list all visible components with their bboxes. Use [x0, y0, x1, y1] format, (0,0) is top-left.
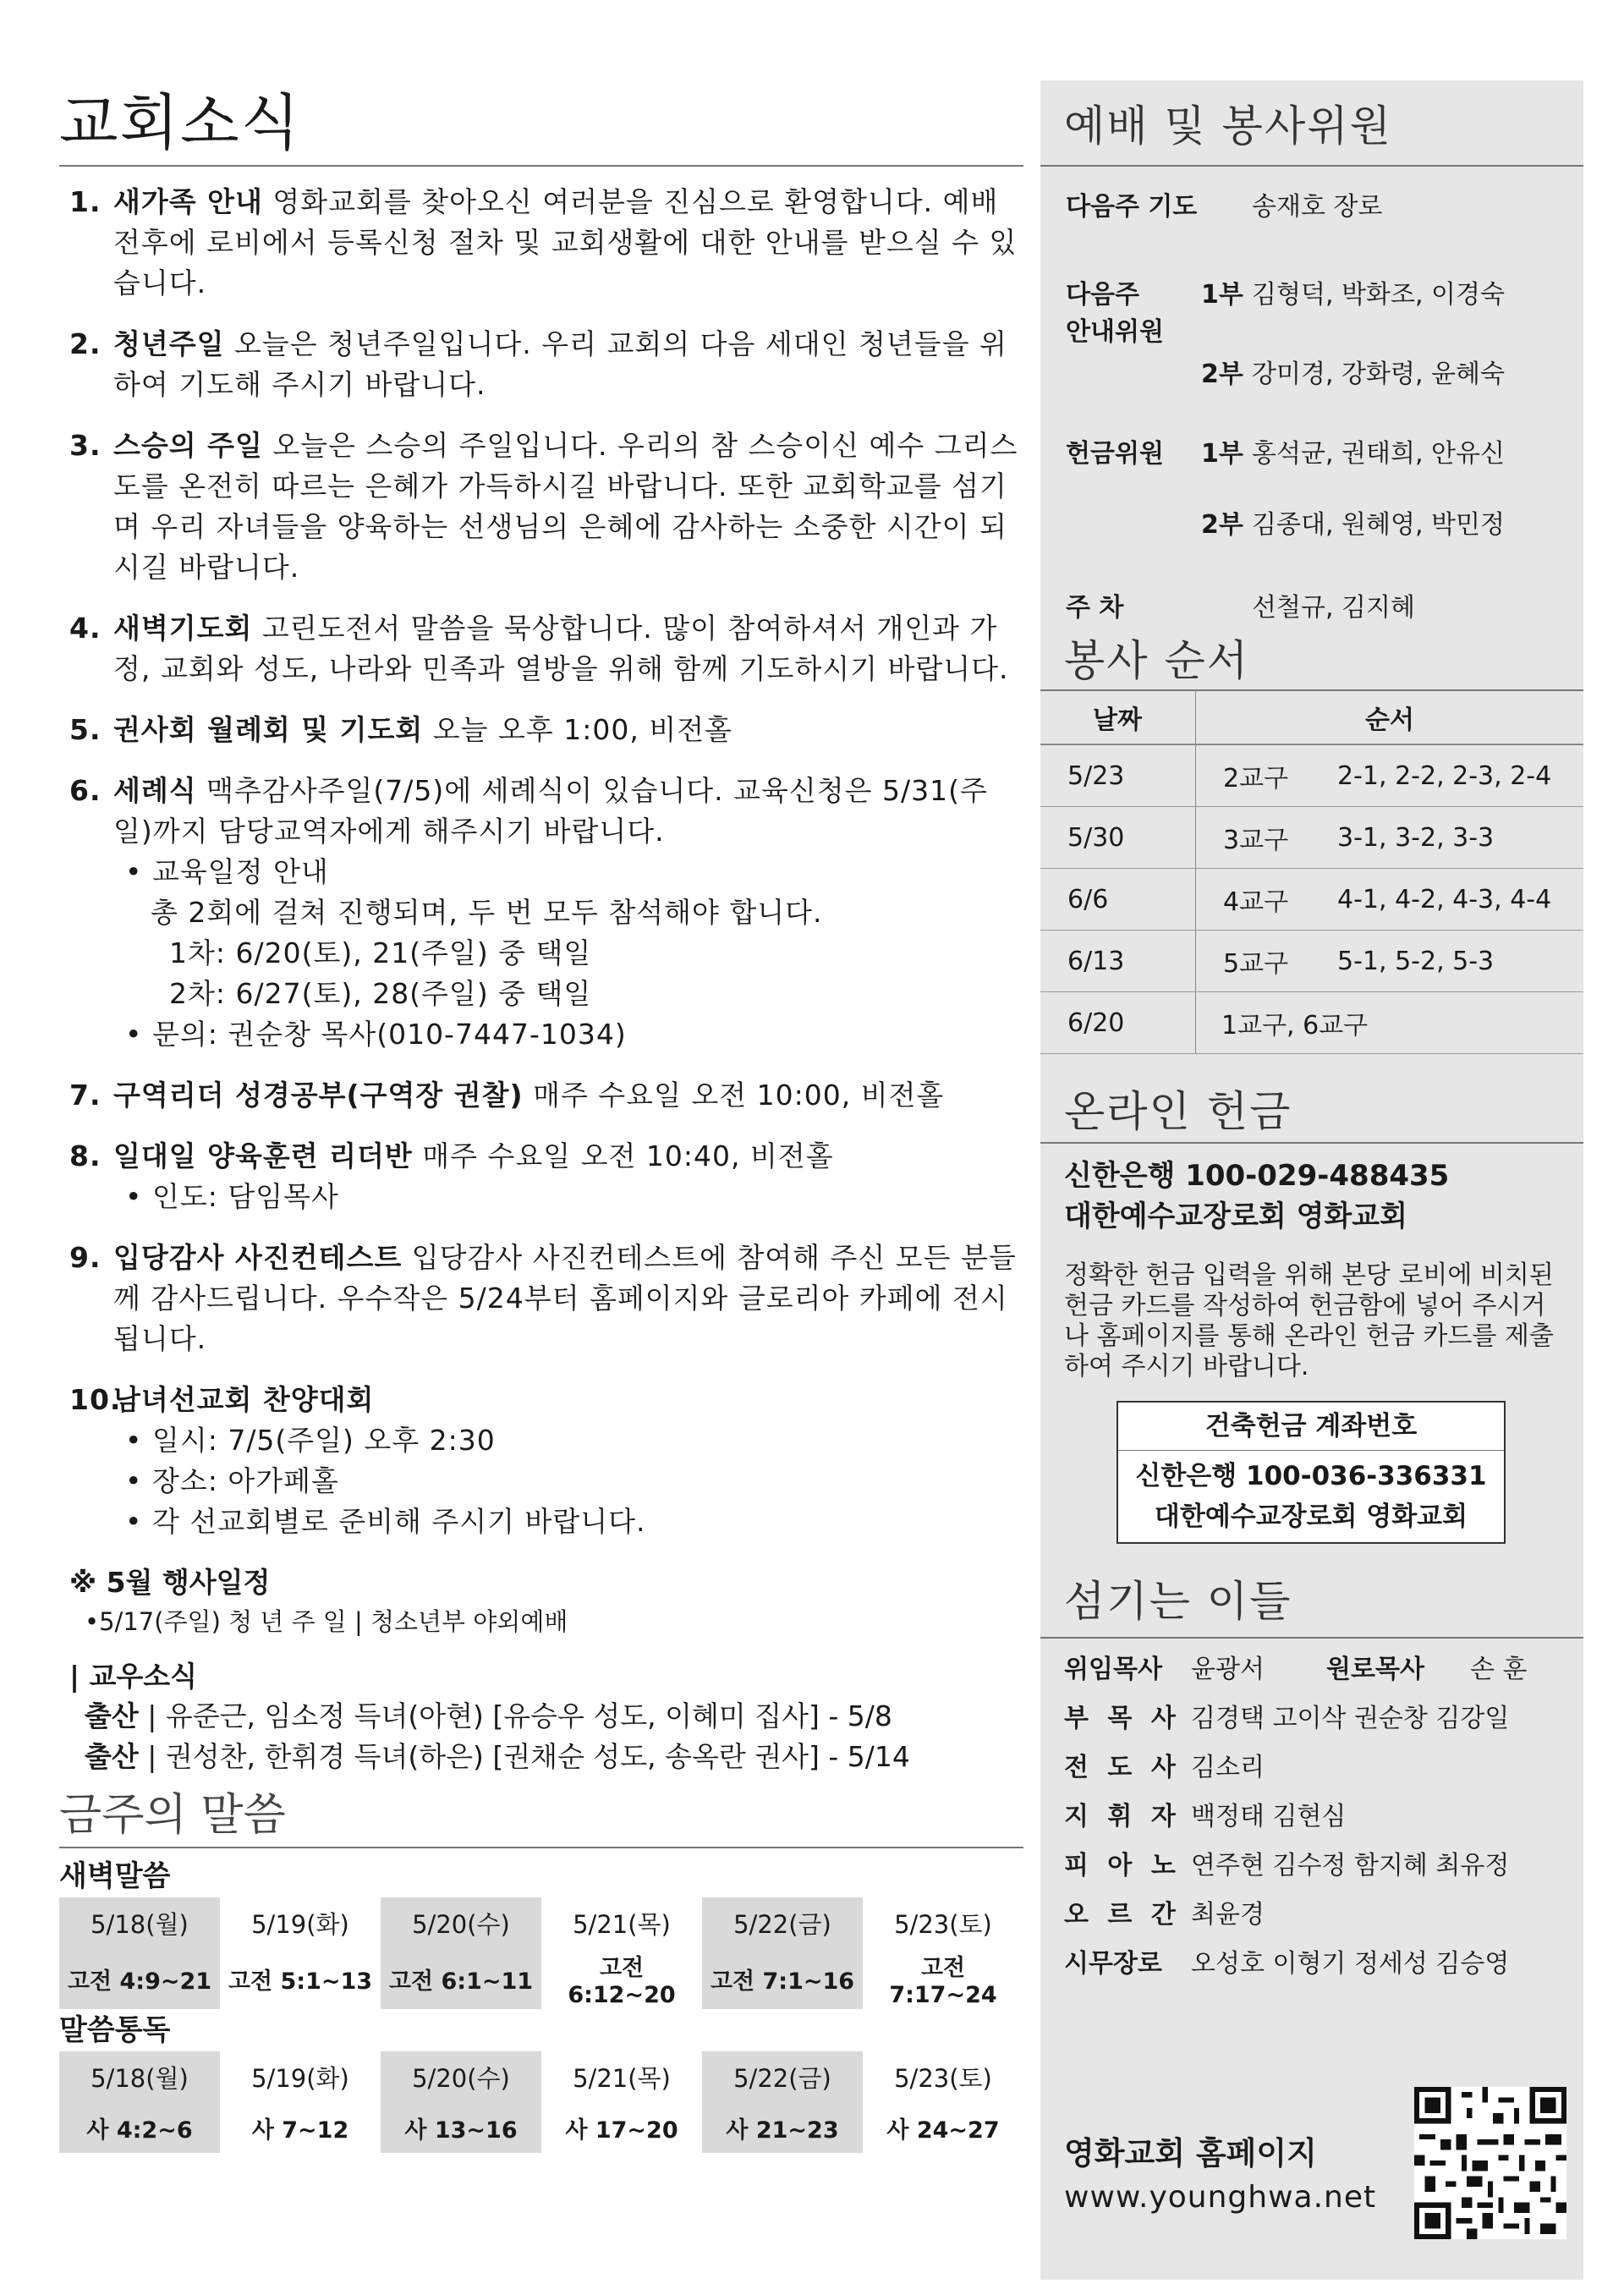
online-account-holder: 대한예수교장로회 영화교회 [1064, 1200, 1407, 1233]
member-news-text: | 유준근, 임소정 득녀(아현) [유승우 성도, 이혜미 집사] - 5/8 [147, 1699, 892, 1732]
offering-label: 헌금위원 [1066, 439, 1164, 469]
news-heading: 새벽기도회 [113, 612, 253, 645]
verse-cell: 사 17~20 [565, 2117, 678, 2144]
day-cell: 5/19(화) [251, 1909, 349, 1939]
verse-cell: 고전 6:12~20 [568, 1955, 676, 2008]
news-text: 입당감사 사진컨테스트에 참여해 주신 모든 분들께 감사드립니다. 우수작은 5/24부터 홈페이지와 글로리아 카페에 전시됩니다. [113, 1241, 1017, 1355]
news-heading: 일대일 양육훈련 리더반 [113, 1139, 413, 1172]
prayer-label: 다음주 기도 [1066, 192, 1198, 222]
news-text: 맥추감사주일(7/5)에 세례식이 있습니다. 교육신청은 5/31(주일)까지 담당교역자에게 해주시기 바랍니다. [113, 774, 988, 848]
service-group: 5교구 [1196, 931, 1335, 992]
minister-row [1040, 1642, 1583, 1691]
online-offering-title: 온라인 헌금 [1040, 1071, 1583, 1144]
prayer-row [1040, 189, 1583, 226]
news-subline: 1차: 6/20(토), 21(주일) 중 택일 [169, 936, 592, 969]
verse-cell: 사 21~23 [702, 2102, 863, 2153]
news-subline: • 문의: 권순창 목사(010-7447-1034) [125, 1018, 627, 1051]
usher-row-2 [1040, 356, 1583, 393]
member-news-row [69, 1696, 1023, 1737]
service-detail: 4-1, 4-2, 4-3, 4-4 [1334, 869, 1583, 931]
offering-row [1040, 436, 1583, 473]
service-date: 6/13 [1040, 931, 1196, 992]
day-cell: 5/18(월) [59, 1897, 220, 1948]
news-number: 4. [69, 612, 102, 645]
minister-row [1040, 1838, 1583, 1887]
day-cell: 5/22(금) [702, 2051, 863, 2102]
offering-part-value: 김종대, 원혜영, 박민정 [1252, 510, 1505, 540]
dawn-word-label: 새벽말씀 [59, 1859, 171, 1893]
parking-row [1040, 590, 1583, 627]
verse-cell: 사 7~12 [251, 2117, 349, 2144]
service-group: 2교구 [1196, 744, 1335, 807]
verse-cell: 고전 4:9~21 [59, 1948, 220, 2009]
offering-part-label: 2부 [1201, 510, 1243, 540]
minister-role: 오 르 간 [1064, 1900, 1181, 1930]
minister-role: 피 아 노 [1064, 1851, 1181, 1880]
service-group: 4교구 [1196, 869, 1335, 931]
minister-row [1040, 1691, 1583, 1740]
minister-name: 김소리 [1191, 1753, 1265, 1782]
news-heading: 입당감사 사진컨테스트 [113, 1241, 403, 1274]
service-date: 6/20 [1040, 992, 1196, 1054]
news-subline: • 각 선교회별로 준비해 주시기 바랍니다. [125, 1505, 646, 1538]
day-cell: 5/23(토) [894, 1909, 992, 1939]
news-text: 오늘은 청년주일입니다. 우리 교회의 다음 세대인 청년들을 위하여 기도해 주시기 바랍니다. [113, 327, 1007, 401]
verse-cell: 고전 6:1~11 [381, 1948, 541, 2009]
news-item [69, 1380, 1023, 1542]
building-fund-box [1116, 1401, 1506, 1544]
homepage-title: 영화교회 홈페이지 [1064, 2135, 1317, 2171]
minister-row [1040, 1887, 1583, 1936]
prayer-value: 송재호 장로 [1252, 192, 1383, 222]
worship-title: 예배 및 봉사위원 [1040, 80, 1583, 167]
news-text: 영화교회를 찾아오신 여러분을 진심으로 환영합니다. 예배 전후에 로비에서 등록신청 절차 및 교회생활에 대한 안내를 받으실 수 있습니다. [113, 185, 1018, 299]
minister-role: 부 목 사 [1064, 1704, 1181, 1733]
member-news-tag: 출산 [85, 1740, 139, 1773]
online-note: 정확한 헌금 입력을 위해 본당 로비에 비치된 헌금 카드를 작성하여 헌금함에 넣어 주시거나 홈페이지를 통해 온라인 헌금 카드를 제출하여 주시기 바랍니다. [1064, 1260, 1554, 1381]
spacer [1066, 356, 1201, 393]
word-divider [59, 1847, 1023, 1848]
service-group: 3교구 [1196, 807, 1335, 869]
minister-role: 전 도 사 [1064, 1753, 1181, 1782]
news-text: 오늘은 스승의 주일입니다. 우리의 참 스승이신 예수 그리스도를 온전히 따르는 은혜가 가득하시길 바랍니다. 또한 교회학교를 섬기며 우리 자녀들을 양육하는 선생님의 은혜에 감사하는 소중한 시간이 되시길 바랍니다. [113, 429, 1018, 584]
member-news-heading: | 교우소식 [69, 1660, 198, 1693]
dawn-word-table [59, 1897, 1023, 2009]
news-item [69, 182, 1023, 304]
news-number: 2. [69, 327, 102, 360]
day-cell: 5/21(목) [573, 2063, 671, 2093]
events-heading: ※ 5월 행사일정 [69, 1566, 271, 1599]
news-subline: • 교육일정 안내 [125, 855, 329, 888]
news-heading: 청년주일 [113, 327, 225, 360]
online-bank-account: 신한은행 100-029-488435 [1064, 1159, 1450, 1193]
minister-name: 윤광서 [1191, 1655, 1265, 1684]
bible-reading-table [59, 2051, 1023, 2153]
news-heading: 스승의 주일 [113, 429, 263, 462]
day-cell: 5/20(수) [381, 2051, 541, 2102]
news-subline: • 장소: 아가페홀 [125, 1464, 339, 1497]
news-heading: 권사회 월례회 및 기도회 [113, 713, 424, 746]
news-item [69, 608, 1023, 689]
usher-part-value: 강미경, 강화령, 윤혜숙 [1252, 360, 1505, 389]
news-number: 1. [69, 185, 102, 218]
homepage-url[interactable]: www.younghwa.net [1064, 2180, 1377, 2215]
news-item [69, 1238, 1023, 1359]
service-detail: 2-1, 2-2, 2-3, 2-4 [1334, 744, 1583, 807]
service-detail: 3-1, 3-2, 3-3 [1334, 807, 1583, 869]
news-number: 10. [69, 1383, 122, 1416]
ministers-title: 섬기는 이들 [1040, 1556, 1583, 1639]
verse-cell: 고전 7:17~24 [889, 1955, 997, 2008]
offering-row-2 [1040, 507, 1583, 544]
member-news [69, 1657, 1023, 1777]
usher-part-value: 김형덕, 박화조, 이경숙 [1252, 280, 1505, 310]
news-number: 9. [69, 1241, 102, 1274]
minister-row [1040, 1740, 1583, 1789]
service-order-table [1040, 691, 1583, 1054]
service-detail: 5-1, 5-2, 5-3 [1334, 931, 1583, 992]
news-item [69, 426, 1023, 588]
minister-name: 손 훈 [1470, 1655, 1528, 1684]
usher-label [1066, 277, 1201, 351]
usher-part-label: 1부 [1201, 280, 1243, 310]
spacer [1066, 507, 1201, 544]
news-number: 5. [69, 713, 102, 746]
service-date: 5/30 [1040, 807, 1196, 869]
parking-label: 주 차 [1066, 593, 1124, 623]
news-heading: 세례식 [113, 774, 197, 807]
news-item [69, 771, 1023, 1055]
col-date: 날짜 [1040, 691, 1196, 744]
news-subline: 2차: 6/27(토), 28(주일) 중 택일 [169, 977, 592, 1010]
day-cell: 5/22(금) [702, 1897, 863, 1948]
service-row [1040, 744, 1583, 807]
minister-row [1040, 1936, 1583, 1985]
minister-name: 최윤경 [1191, 1900, 1265, 1930]
minister-role: 원로목사 [1326, 1655, 1424, 1684]
usher-label-line1: 다음주 [1066, 280, 1139, 310]
may-events [69, 1562, 1023, 1640]
minister-role: 시무장로 [1064, 1949, 1162, 1979]
day-cell: 5/18(월) [59, 2051, 220, 2102]
verse-cell: 사 24~27 [886, 2117, 1000, 2144]
service-date: 5/23 [1040, 744, 1196, 807]
news-list [59, 182, 1023, 1542]
news-heading: 새가족 안내 [113, 185, 263, 218]
minister-name: 연주현 김수정 함지혜 최유정 [1191, 1851, 1510, 1880]
left-column [59, 80, 1023, 2153]
day-cell: 5/20(수) [381, 1897, 541, 1948]
news-subline: • 인도: 담임목사 [125, 1180, 339, 1213]
minister-role: 위임목사 [1064, 1655, 1162, 1684]
verse-cell: 사 4:2~6 [59, 2102, 220, 2153]
day-cell: 5/21(목) [573, 1909, 671, 1939]
usher-part-label: 2부 [1201, 360, 1243, 389]
parking-value: 선철규, 김지혜 [1252, 593, 1415, 623]
building-fund-holder: 대한예수교장로회 영화교회 [1154, 1502, 1468, 1532]
verse-cell: 고전 7:1~16 [702, 1948, 863, 2009]
service-row [1040, 992, 1583, 1054]
news-text: 고린도전서 말씀을 묵상합니다. 많이 참여하셔서 개인과 가정, 교회와 성도, 나라와 민족과 열방을 위해 함께 기도하시기 바랍니다. [113, 612, 1009, 685]
col-order: 순서 [1196, 691, 1584, 744]
minister-name: 오성호 이형기 정세성 김승영 [1191, 1949, 1510, 1979]
service-group: 1교구, 6교구 [1196, 992, 1584, 1054]
offering-part-label: 1부 [1201, 439, 1243, 469]
member-news-row [69, 1737, 1023, 1777]
news-item [69, 1075, 1023, 1116]
minister-role: 지 휘 자 [1064, 1802, 1181, 1831]
member-news-text: | 권성찬, 한휘경 득녀(하은) [권채순 성도, 송옥란 권사] - 5/14 [147, 1740, 910, 1773]
minister-row [1040, 1789, 1583, 1838]
news-text: 매주 수요일 오전 10:00, 비전홀 [533, 1079, 945, 1112]
verse-cell: 사 13~16 [381, 2102, 541, 2153]
member-news-tag: 출산 [85, 1699, 139, 1732]
minister-name: 백정태 김현심 [1191, 1802, 1347, 1831]
news-number: 7. [69, 1079, 102, 1112]
news-number: 6. [69, 774, 102, 807]
news-item [69, 324, 1023, 405]
qr-code-icon[interactable] [1414, 2087, 1566, 2239]
news-heading: 구역리더 성경공부(구역장 권찰) [113, 1079, 524, 1112]
page-title: 교회소식 [59, 87, 302, 158]
service-row [1040, 807, 1583, 869]
news-number: 8. [69, 1139, 102, 1172]
title-divider [59, 165, 1023, 167]
word-title: 금주의 말씀 [59, 1790, 286, 1841]
minister-name: 김경택 고이삭 권순창 김강일 [1191, 1704, 1510, 1733]
events-line: •5/17(주일) 청 년 주 일 | 청소년부 야외예배 [85, 1607, 568, 1636]
news-heading: 남녀선교회 찬양대회 [113, 1383, 375, 1416]
day-cell: 5/19(화) [251, 2063, 349, 2093]
service-row [1040, 931, 1583, 992]
service-order-title: 봉사 순서 [1040, 627, 1583, 691]
building-fund-title: 건축헌금 계좌번호 [1118, 1403, 1504, 1451]
verse-cell: 고전 5:1~13 [228, 1968, 373, 1995]
day-cell: 5/23(토) [894, 2063, 992, 2093]
homepage-block [1064, 2128, 1376, 2215]
offering-part-value: 홍석균, 권태희, 안유신 [1252, 439, 1505, 469]
bible-reading-label: 말씀통독 [59, 2013, 171, 2047]
usher-row [1040, 277, 1583, 351]
news-text: 매주 수요일 오전 10:40, 비전홀 [422, 1139, 834, 1172]
usher-label-line2: 안내위원 [1066, 317, 1164, 347]
building-fund-account: 신한은행 100-036-336331 [1135, 1461, 1487, 1491]
news-subline: • 일시: 7/5(주일) 오후 2:30 [125, 1424, 496, 1457]
service-date: 6/6 [1040, 869, 1196, 931]
news-item [69, 1136, 1023, 1217]
news-item [69, 710, 1023, 750]
service-row [1040, 869, 1583, 931]
right-sidebar [1040, 80, 1583, 2280]
news-subline: 총 2회에 걸쳐 진행되며, 두 번 모두 참석해야 합니다. [151, 896, 823, 929]
news-text: 오늘 오후 1:00, 비전홀 [432, 713, 732, 746]
news-number: 3. [69, 429, 102, 462]
